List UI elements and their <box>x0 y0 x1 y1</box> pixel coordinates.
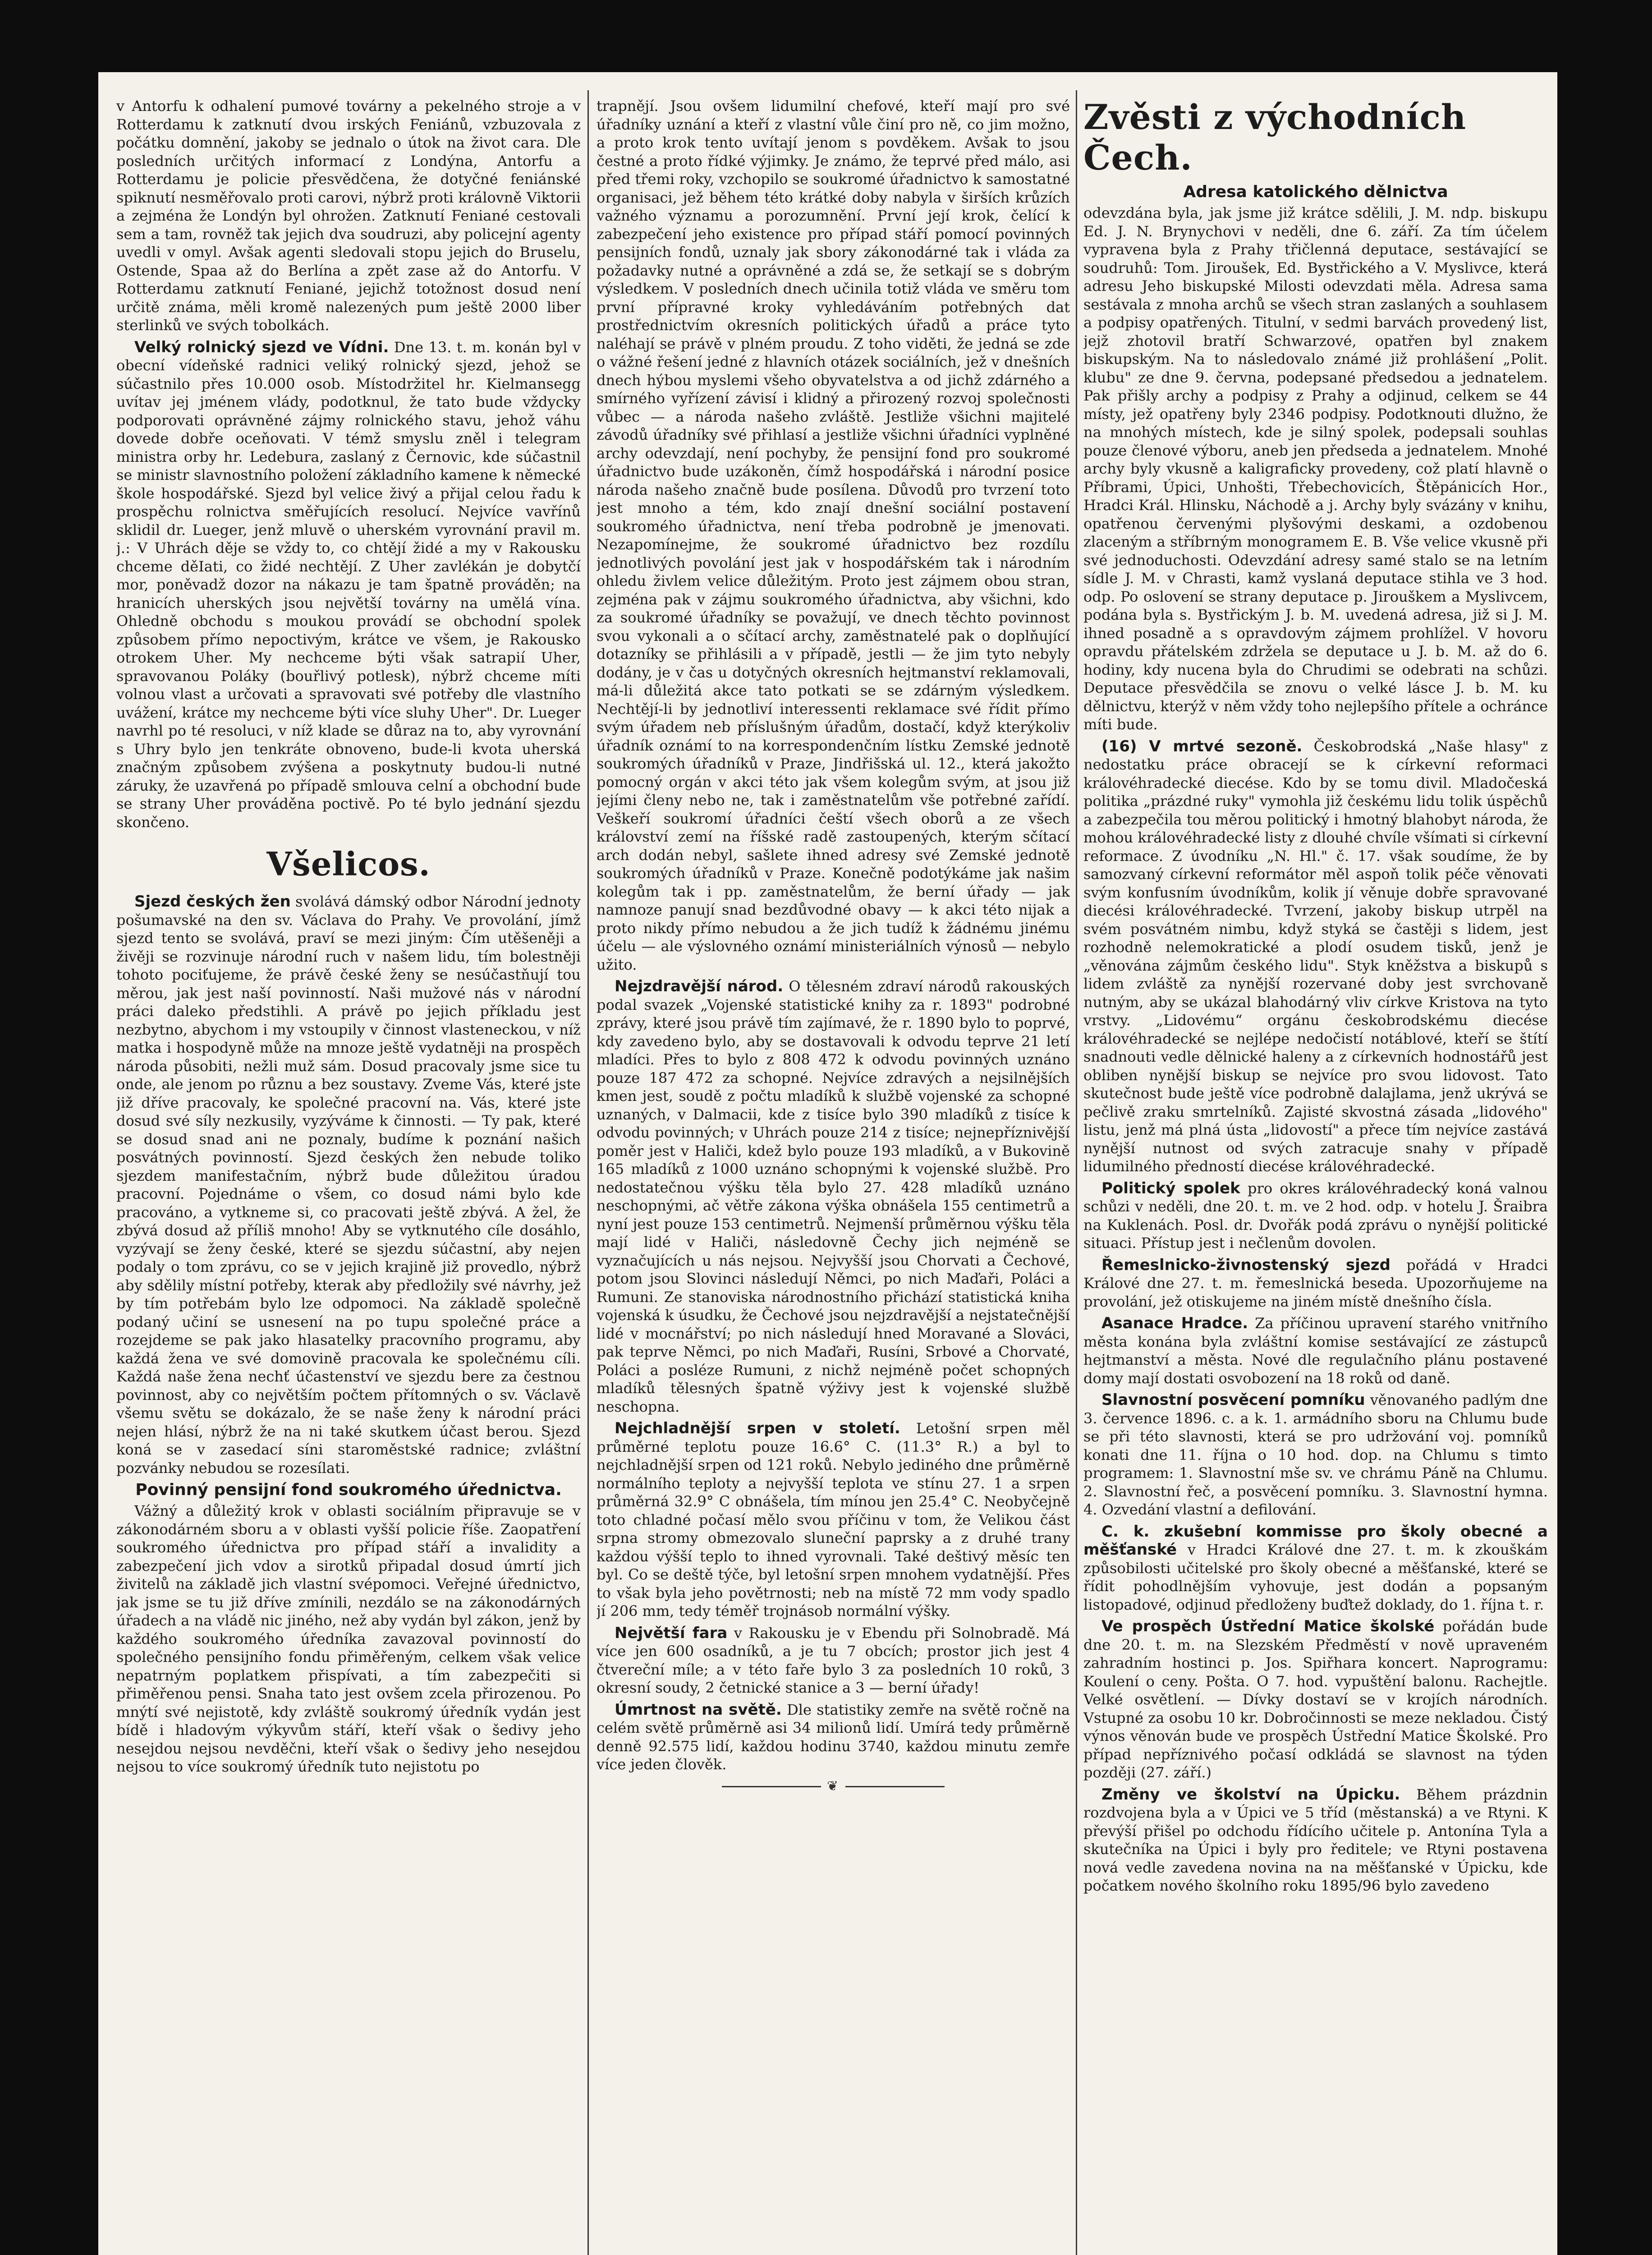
column-middle <box>597 97 1070 2255</box>
article-upice-schools <box>1083 1786 1548 1895</box>
text-political-club: pro okres královéhradecký koná valnou schůzi v neděli, dne 20. t. m. ve 2 hod. odp. v hotelu J. Šraibra na Kuklenách. Posl. dr. Dvořák podá zprávu o nynější politické situaci. Přístup jest i nečlenům dovolen. <box>1083 1179 1548 1252</box>
text-coldest-august: Letošní srpen měl průměrné teplotu pouze 16.6° C. (11.3° R.) a byl to nejchladnější srpen od 121 roků. Nebylo jediného dne průměrně normálního teploty a nejvyšší teplota ve stínu 27. 1 a srpen průměrná 32.9° C obnášela, tím mínou jen 25.4° C. Neobyčejně toto chladné počasí mělo svou příčinu v tom, že Velikou část srpna stromy obmezovalo sluneční paprsky a z druhé trany každou výšší teplo to ihned vyrovnali. Také deštivý měsíc ten byl. Co se deště týče, byl letošní srpen mnohem vydatnější. Přes to však byla jeho povětrnosti; neb na místě 72 mm vody spadlo jí 206 mm, tedy téměř trojnásob normální výšky. <box>597 1420 1070 1620</box>
text-craft-congress: pořádá v Hradci Králové dne 27. t. m. řemeslnická beseda. Upozorňujeme na provolání, jež otiskujeme na jiném místě dnešního čísla. <box>1083 1256 1548 1310</box>
ornamental-divider: ❦ <box>597 1778 1070 1796</box>
headline-women-congress: Sjezd českých žen <box>134 893 291 911</box>
headline-world-mortality: Úmrtnost na světě. <box>615 1700 782 1719</box>
headline-healthiest-nation: Nejzdravější národ. <box>615 977 784 995</box>
text-pension-fund: Vážný a důležitý krok v oblasti sociálním připravuje se v zákonodárném sboru a v oblasti vyšší policie říše. Zaopatření soukromého úřednictva pro případ stáří a invalidity a zabezpečení jich vdov a sirotků připadal dosud úmrtí jich živitelů na základě jich vlastní svépomoci. Veřejné úřednictvo, jak jsme se tu již dříve zmínili, nezdálo se na zákonodárných úřadech a na vládě nic jiného, než aby vydán byl zákon, jenž by každého soukromého úředníka zavazoval povinností do společného pensijního fondu přiměřeným, celkem však velice nepatrným poplatkem přispívati, a tím zabezpečiti si přiměřenou pensi. Snaha tato jest ovšem zcela přirozenou. Po mnýtí své nejistotě, kdy zvláště soukromý úředník vydán jest bídě i hladovým výkyvům stáří, kteří však o šedivy jeho nesejdou nejsou nevděčni, kteří však o šedivy jeho nesejdou nejsou to více soukromý úředník tuto nejistotu po <box>116 1502 581 1775</box>
headline-workers-address: Adresa katolického dělnictva <box>1183 183 1448 201</box>
article-largest-parish <box>597 1624 1070 1697</box>
headline-largest-parish: Největší fara <box>615 1624 728 1642</box>
article-women-congress <box>116 893 581 1477</box>
headline-sanitation: Asanace Hradce. <box>1101 1314 1248 1332</box>
article-craft-congress <box>1083 1256 1548 1311</box>
headline-political-club: Politický spolek <box>1101 1179 1240 1197</box>
text-women-congress: svolává dámský odbor Národní jednoty pošumavské na den sv. Václava do Prahy. Ve provolání, jímž sjezd tento se svolává, praví se mezi jiným: Čím utěšeněji a živěji se rozvinuje národní ruch v našem lidu, tím bolestněji tohoto pociťujeme, že právě české ženy se nesúčastňují tou měrou, jak jest naší povinností. Naši mužové nás v národní práci daleko předstihli. A právě po jejich příkladu jest nezbytno, abychom i my vstoupily v činnost vlasteneckou, v níž matka i hospodyně může na mnoze ještě vydatněji na prospěch národa působiti, nežli muž sám. Dosud pracovaly jsme sice tu onde, ale jenom po různu a bez soustavy. Zveme Vás, které jste již dříve pracovaly, ke společné pracovní na. Vás, které jste dosud své síly nezkusily, vyzýváme k činnosti. — Ty pak, které se dosud snad ani ne poznaly, budíme k poznání našich posvátných povinností. Sjezd českých žen nebude toliko sjezdem manifestačním, nýbrž bude důležitou úradou pracovní. Pojednáme o všem, co dosud námi bylo kde pracováno, a vytkneme si, co pracovati ještě zbývá. A žel, že zbývá dosud až příliš mnoho! Aby se vytknutého cíle dosáhlo, vyzývají se ženy české, které se sjezdu súčastní, aby nejen podaly o tom zprávu, co se v jejich krajině již provedlo, nýbrž aby sdělily místní potřeby, kterak aby předložily své návrhy, jež by tím potřebám bylo lze odpomoci. Na základě společně podaný učiní se usnesení na po tupu společné práce a rozejdeme se pak jako hlasatelky pracovního programu, aby každá žena ve své domovině pracovala ke společnému cíli. Každá naše žena nechť účastenství ve sjezdu bere za čestnou povinnost, aby co největším počtem přítomných o sv. Václavě všemu světu se dokázalo, že se naše ženy k národní práci nejen hlásí, nýbrž že na ni také skutkem účast berou. Sjezd koná se v zasedací síni staroměstské radnice; zvláštní pozvánky nebudou se rozesílati. <box>116 893 581 1477</box>
article-memorial <box>1083 1391 1548 1519</box>
text-pension-fund-continued: trapnějí. Jsou ovšem lidumilní chefové, kteří mají pro své úřadníky uznání a kteří z vlastní vůle činí pro ně, co jim možno, a proto krok tento uvítají jenom s povděkem. Avšak to jsou čestné a proto řídké výjimky. Je známo, že teprvé před málo, asi před třemi roky, vzchopilo se soukromé úřadnictvo k samostatné organisaci, jež během této krátké doby nabyla v širších krůzích važného významu a porozumnění. První její krok, čelící k zabezpečení jeho existence pro případ stáří pomocí povinných pensijních fondů, uznaly jak sbory zákonodárné tak i vláda za požadavky nutné a oprávněné a zdá se, že setkají se s dobrým výsledkem. V posledních dnech učinila totiž vláda ve směru tom první přípravné kroky vyhledáváním potřebných dat prostřednictvím okresních politických úřadů a práce tyto naléhají se právě v plném proudu. Z toho viděti, že jedná se zde o vážné řešení jedné z hlavních otázek sociálních, jež v dnešních dnech hýbou myslemi všeho obyvatelstva a od jichž zdárného a smírného vyřízení závisí i klidný a přirozený rozvoj společnosti vůbec — a národa našeho zvláště. Jestliže všichni majitelé závodů úřadníky své přihlasí a jestliže všichni úřadníci vyplněné archy odevzdají, není pochyby, že pensijní fond pro soukromé úřadnictvo bude uzákoněn, čímž hospodářská i národní posice národa našeho značně bude posílena. Důvodů pro tvrzení toto jest mnoho a tém, kdo znají dnešní sociální postavení soukromého úřadnictva, není třeba podrobně je jmenovati. Nezapomínejme, že soukromé úřadnictvo bez rozdílu jednotlivých povolání jest jak v hospodářském tak i národním ohledu živlem velice důležitým. Proto jest zájmem obou stran, zejména pak v zájmu soukromého úřadnictva, aby všichni, kdo za soukromé úřadníky se považují, ve dnech těchto povinnost svou vykonali a o sčítací archy, zaměstnatelé pak o doplňující dotazníky se přihlásili a v případě, jestli — že jim tyto nebyly dodány, je v čas u dotyčných okresních hejtmanství reklamovali, má-li důležitá akce tato potkati se se zdárným výsledkem. Nechtějí-li by jednotliví interessenti reklamace své řídit přímo svým úřadem neb příslušným úřadům, dostačí, když kterýkoliv úřadník oznámí to na korrespondenčním lístku Zemské jednotě soukromých úřadníků v Praze, Jindřišská ul. 12., která jakožto pomocný orgán v akci této jak všem kolegům svým, at jsou již jejími členy nebo ne, tak i zaměstnatelům vše potřebné zařídí. Veškeří soukromí úřadníci čeští všech oborů a ze všech království zemí na říšské radě zastoupených, kterým sčítací arch dodán nebyl, sašlete ihned adresy své Zemské jednotě soukromých úřadníků v Praze. Konečně podotýkáme jak našim kolegům tak i pp. zaměstnatelům, že berní úřady — jak namnoze panují snad bezdůvodné obavy — k akci této nijak a proto nikdy přímo nebudou a že jich tudíž k žádnému jinému účelu — ale výslovného oznámí ministeriálních výnosů — nebylo užito. <box>597 97 1070 973</box>
column-left <box>116 97 581 2255</box>
headline-peasant-congress: Velký rolnický sjezd ve Vídni. <box>134 338 389 356</box>
article-school-matice <box>1083 1617 1548 1782</box>
text-sanitation: Za příčinou upravení starého vnitřního města konána byla zvláštní komise sestávající ze zástupců hejtmanství a města. Nové dle regulačního plánu postavené domy mají dostati osvobození na 18 roků od daně. <box>1083 1315 1548 1387</box>
column-right <box>1083 97 1548 2255</box>
headline-upice-schools: Změny ve školství na Úpicku. <box>1101 1785 1400 1804</box>
headline-school-matice: Ve prospěch Ústřední Matice školské <box>1101 1617 1435 1635</box>
text-largest-parish: v Rakousku je v Ebendu při Solnobradě. Má více jen 600 osadníků, a je tu 7 obcích; prostor jich jest 4 čtvereční míle; a v této faře bylo 3 za posledních 10 roků, 3 okresní soudy, 2 četnické stanice a 3 — berní úřady! <box>597 1624 1070 1696</box>
article-sanitation <box>1083 1314 1548 1387</box>
headline-dead-season: (16) V mrtvé sezoně. <box>1101 737 1303 755</box>
article-healthiest-nation <box>597 977 1070 1416</box>
text-world-mortality: Dle statistiky zemře na světě ročně na celém světě průměrně asi 34 milionů lidí. Umírá tedy průměrně denně 92.575 lidí, každou hodinu 3740, každou minutu zemře více jeden člověk. <box>597 1701 1070 1773</box>
article-fenians: v Antorfu k odhalení pumové továrny a pekelného stroje a v Rotterdamu k zatknutí dvou irských Feniánů, vzbuzovala z počátku domnění, jakoby se jednalo o útok na život cara. Dle posledních určitých informací z Londýna, Antorfu a Rotterdamu je policie přesvědčena, že dotyčné feniánské spiknutí nesměřovalo proti carovi, nýbrž proti královně Viktorii a zejména že Londýn byl ohrožen. Zatknutí Feniané cestovali sem a tam, rovněž tak jejich dva soudruzi, aby policejní agenty uvedli v omyl. Avšak agenti sledovali stopu jejich do Bruselu, Ostende, Spaa až do Berlína a zpět zase až do Antorfu. V Rotterdamu zatknutí Feniané, jejichž totožnost dosud není určitě známa, měli kromě nalezených pum ještě 2000 liber sterlinků ve svých tobolkách. <box>116 97 581 334</box>
text-dead-season: Českobrodská „Naše hlasy" z nedostatku práce obracejí se k církevní reformaci královéhradecké diecése. Kdo by se tomu divil. Mladočeská politika „prázdné ruky" vymohla již českému lidu tolik úspěchů a zabezpečila tou měrou politický i hmotný blahobyt národa, že mohou královéhradecké listy z dlouhé chvíle všímati si církevní reformace. Z úvodníku „N. Hl." č. 17. však soudíme, že by samozvaný církevní reformátor měl aspoň tolik péče věnovati svým konfusním úvodníkům, kolik jí věnuje dobře spravované diecési královéhradecké. Tvrzení, jakoby biskup utrpěl na svém posvátném nimbu, když styká se častěji s lidem, jest rozhodně nelemokratické a plodí osudem tisků, jenž je „věnována zájmům českého lidu". Styk kněžstva a biskupů s lidem zvláště za nynější rozervané doby jest svrchovaně nutným, aby se ukázal blahodárný vliv církve Kristova na tyto vrstvy. „Lidovému“ orgánu českobrodskému diecése královéhradecké se nejlépe nedočistí notáblové, kteří se štítí snadnouti vedle dělnické haleny a z církevních hodnostářů jest obliben nynější biskup se nejvíce pro svou lidovost. Tato skutečnost bude ještě více podrobně dalajlama, jenž ukrývá se pečlivě zraku smrtelníků. Zajisté skvostná zásada „lidového" listu, jenž má plná ústa „lidovostí" a přece tím nejvíce zastává nynější nutnost od svých zatracuje snahy v případě lidumilného předností diecése královéhradecké. <box>1083 737 1548 1175</box>
column-rule-right <box>1076 90 1077 2255</box>
headline-exam-commission: C. k. zkušební kommisse pro školy obecné a měšťanské <box>1083 1522 1548 1559</box>
section-heading-miscellany: Všelicos. <box>266 845 431 883</box>
text-peasant-congress: Dne 13. t. m. konán byl v obecní vídeňské radnici veliký rolnický sjezd, jehož se súčastnilo přes 10.000 osob. Místodržitel hr. Kielmansegg uvítav jej jménem vlády, podotknul, že tato bude vždycky podporovati oprávněné zájmy rolnického stavu, jehož váhu dovede dobře oceňovati. V témž smyslu zněl i telegram ministra orby hr. Ledebura, zaslaný z Černovic, kde súčastnil se ministr slavnostního položení základního kamene k německé škole hospodářské. Sjezd byl velice živý a přijal celou řadu k prospěchu rolnictva směřujících resolucí. Nejvíce vavřínů sklidil dr. Lueger, jenž mluvě o uherském vyrovnání pravil m. j.: V Uhrách děje se vždy to, co chtějí židé a my v Rakousku chceme děIati, co židé nechtějí. Z Uher zavlékán je dobytčí mor, poněvadž dozor na nákazu je tam špatně prováděn; na hranicích uherských jsou největší továrny na umělá vína. Ohledně obchodu s moukou provádí se obchodní spolek způsobem přímo nepoctivým, krátce ve všem, je Rakousko otrokem Uher. My nechceme býti však satrapií Uher, spravovanou Poláky (bouřlivý potlesk), nýbrž chceme míti volnou vlast a určovati a spravovati své potřeby dle vlastního uvážení, krátce my nechceme býti více sluhy Uher". Dr. Lueger navrhl po té resoluci, v níž klade se důraz na to, aby vyrovnání s Uhry bylo jen tenkráte obnoveno, bude-li kvota uherská značným způsobem zvýšena a poskytnuty budou-li nutné záruky, že uzavřená po případě smlouva celní a obchodní bude se strany Uher prováděna poctivě. Po té bylo jednání sjezdu skončeno. <box>116 338 581 831</box>
newspaper-page <box>98 72 1557 2255</box>
column-rule-left <box>587 90 589 2255</box>
headline-memorial: Slavnostní posvěcení pomníku <box>1101 1391 1365 1409</box>
article-world-mortality <box>597 1701 1070 1774</box>
text-workers-address: odevzdána byla, jak jsme již krátce sdělili, J. M. ndp. biskupu Ed. J. N. Brynychovi v neděli, dne 6. září. Za tím účelem vypravena byla z Prahy třičlenná deputace, sestávající se soudruhů: Tom. Jiroušek, Ed. Bystřického a V. Myslivce, která adresu Jeho biskupské Milosti odevzdati měla. Adresa sama sestávala z mnoha archů se všech stran zaslaných a souhlasem a podpisy opatřených. Titulní, v sedmi barvách provedený list, jejž zhotovil bratří Schwarzové, opatřen byl znakem biskupským. Na to následovalo známé již prohlášení „Polit. klubu" ze dne 9. června, podepsané předsedou a jednatelem. Pak přišly archy a podpisy z Prahy a odjinud, celkem se 44 místy, jež opatřeny byly 2346 podpisy. Podotknouti dlužno, že na mnohých místech, kde je silný spolek, podepsali souhlas pouze členové výboru, aneb jen předseda a jednatelem. Mnohé archy byly vkusně a kaligraficky provedeny, což platí hlavně o Příbrami, Úpici, Unhošti, Třebechovicích, Štěpánicích Hor., Hradci Král. Hlinsku, Náchodě a j. Archy byly svázány v knihu, opatřenou červenými plyšovými deskami, a ozdobenou zlaceným a stříbrným monogramem E. B. Vše velice vkusně při své jednoduchosti. Odevzdání adresy samé stalo se na letním sídle J. M. v Chrasti, kamž vyslaná deputace stihla ve 3 hod. odp. Po oslovení se strany deputace p. Jirouškem a Myslivcem, podána byla s. Bystřickým J. b. M. uvedená adresa, již si J. M. ihned posadně a s opravdovým zájmem prohlížel. V hovoru opravdu přátelském zdržela se deputace u J. b. M. až do 6. hodiny, kdy nucena byla do Chrudimi se odebrati na schůzi. Deputace přesvědčila se znovu o velké lásce J. b. M. ku dělnictvu, kterýž v něm vždy toho nejlepšího přítele a ochránce míti bude. <box>1083 204 1548 733</box>
article-dead-season <box>1083 737 1548 1176</box>
section-heading-east-bohemia: Zvěsti z východních Čech. <box>1083 97 1467 178</box>
headline-coldest-august: Nejchladnější srpen v století. <box>615 1419 900 1437</box>
text-school-matice: pořádán bude dne 20. t. m. na Slezském Předměstí v nově upraveném zahradním hostinci p. Jos. Spiřhara koncert. Naprogramu: Koulení o ceny. Pošta. O 7. hod. vypuštění balonu. Rachejtle. Velké osvětlení. — Dívky dostaví se v krojích národních. Vstupné za osobu 10 kr. Dobročinnosti se meze nekladou. Čistý výnos věnován bude ve prospěch Ústřední Matice Školské. Pro případ nepříznivého počasí odkládá se slavnost na týden později (27. září.) <box>1083 1618 1548 1781</box>
article-political-club <box>1083 1179 1548 1252</box>
article-exam-commission <box>1083 1523 1548 1614</box>
text-healthiest-nation: O tělesném zdraví národů rakouských podal svazek „Vojenské statistické knihy za r. 1893" podrobné zprávy, které jsou právě tím zajímavé, že r. 1890 bylo to poprvé, kdy zavedeno bylo, aby se dostavovali k odvodu teprve 21 letí mladíci. Přes to bylo z 808 472 k odvodu povinných uznáno pouze 187 472 za schopné. Nejvíce zdravých a nejsilnějších kmen jest, soudě z počtu mladíků k službě vojenské za schopné uznaných, v Dalmacii, kde z tisíce bylo 390 mladíků z tisíce k odvodu povinných; v Uhrách pouze 214 z tisíce; nejnepříznivější poměr jest v Haliči, kdež bylo pouze 193 mladíků, a v Bukovině 165 mladíků z 1000 uznáno schopnými k vojenské službě. Pro nedostatečnou výšku těla bylo 27. 428 mladíků uznáno neschopnými, ač větře zákona výška obnášela 155 centimetrů a nyní jest pouze 153 centimetrů. Nejmenší průměrnou výšku těla mají lidé v Haliči, následovně Čechy jich nejméně se vyznačujících u nás nejsou. Nejvyšší jsou Chorvati a Čechové, potom jsou Slovinci následují Němci, po nich Maďaři, Poláci a Rumuni. Ze stanoviska národnostního přichází statistická kniha vojenská k úsudku, že Čechové jsou nejzdravější a nejstatečnější lidé v mocnářství; po nich následují hned Moravané a Slováci, pak teprve Němci, po nich Maďaři, Rusíni, Srbové a Chorvaté, Poláci a posléze Rumuni, z nichž nejméně počet schopných mladíků tělesných špatně výživy jest k vojenské službě neschopna. <box>597 978 1070 1415</box>
text-upice-schools: Během prázdnin rozdvojena byla a v Úpici ve 5 tříd (městanská) a ve Rtyni. K převýší přišel po odchodu řídícího učitele p. Antonína Tyla a skutečníka na Úpici i byly pro ředitele; ve Rtyni postavena nová vedle zavedena novina na na měšťanské v Úpicku, kde počatkem nového školního roku 1895/96 bylo zavedeno <box>1083 1786 1548 1894</box>
headline-craft-congress: Řemeslnicko-živnostenský sjezd <box>1101 1256 1390 1274</box>
text-memorial: věnovaného padlým dne 3. července 1896. c. a k. 1. armádního sboru na Chlumu bude se při této slavnosti, která se pro udržování voj. pomníků konati dne 11. října o 10 hod. dop. na Chlumu s timto programem: 1. Slavnostní mše sv. ve chrámu Páně na Chlumu. 2. Slavnostní řeč, a posvěcení pomníku. 3. Slavnostní hymna. 4. Ozvedání vlastní a defilování. <box>1083 1391 1548 1518</box>
headline-pension-fund: Povinný pensijní fond soukromého úřednictva. <box>135 1481 562 1499</box>
text-exam-commission: v Hradci Králové dne 27. t. m. k zkouškám způsobilosti učitelské pro školy obecné a měšťanské, které se řídit pohodlnějším vyhovuje, jest dodán a popsaným listopadové, odjinud předloženy buďtež doklady, do 1. října t. r. <box>1083 1541 1548 1613</box>
article-peasant-congress <box>116 338 581 832</box>
article-coldest-august <box>597 1419 1070 1620</box>
